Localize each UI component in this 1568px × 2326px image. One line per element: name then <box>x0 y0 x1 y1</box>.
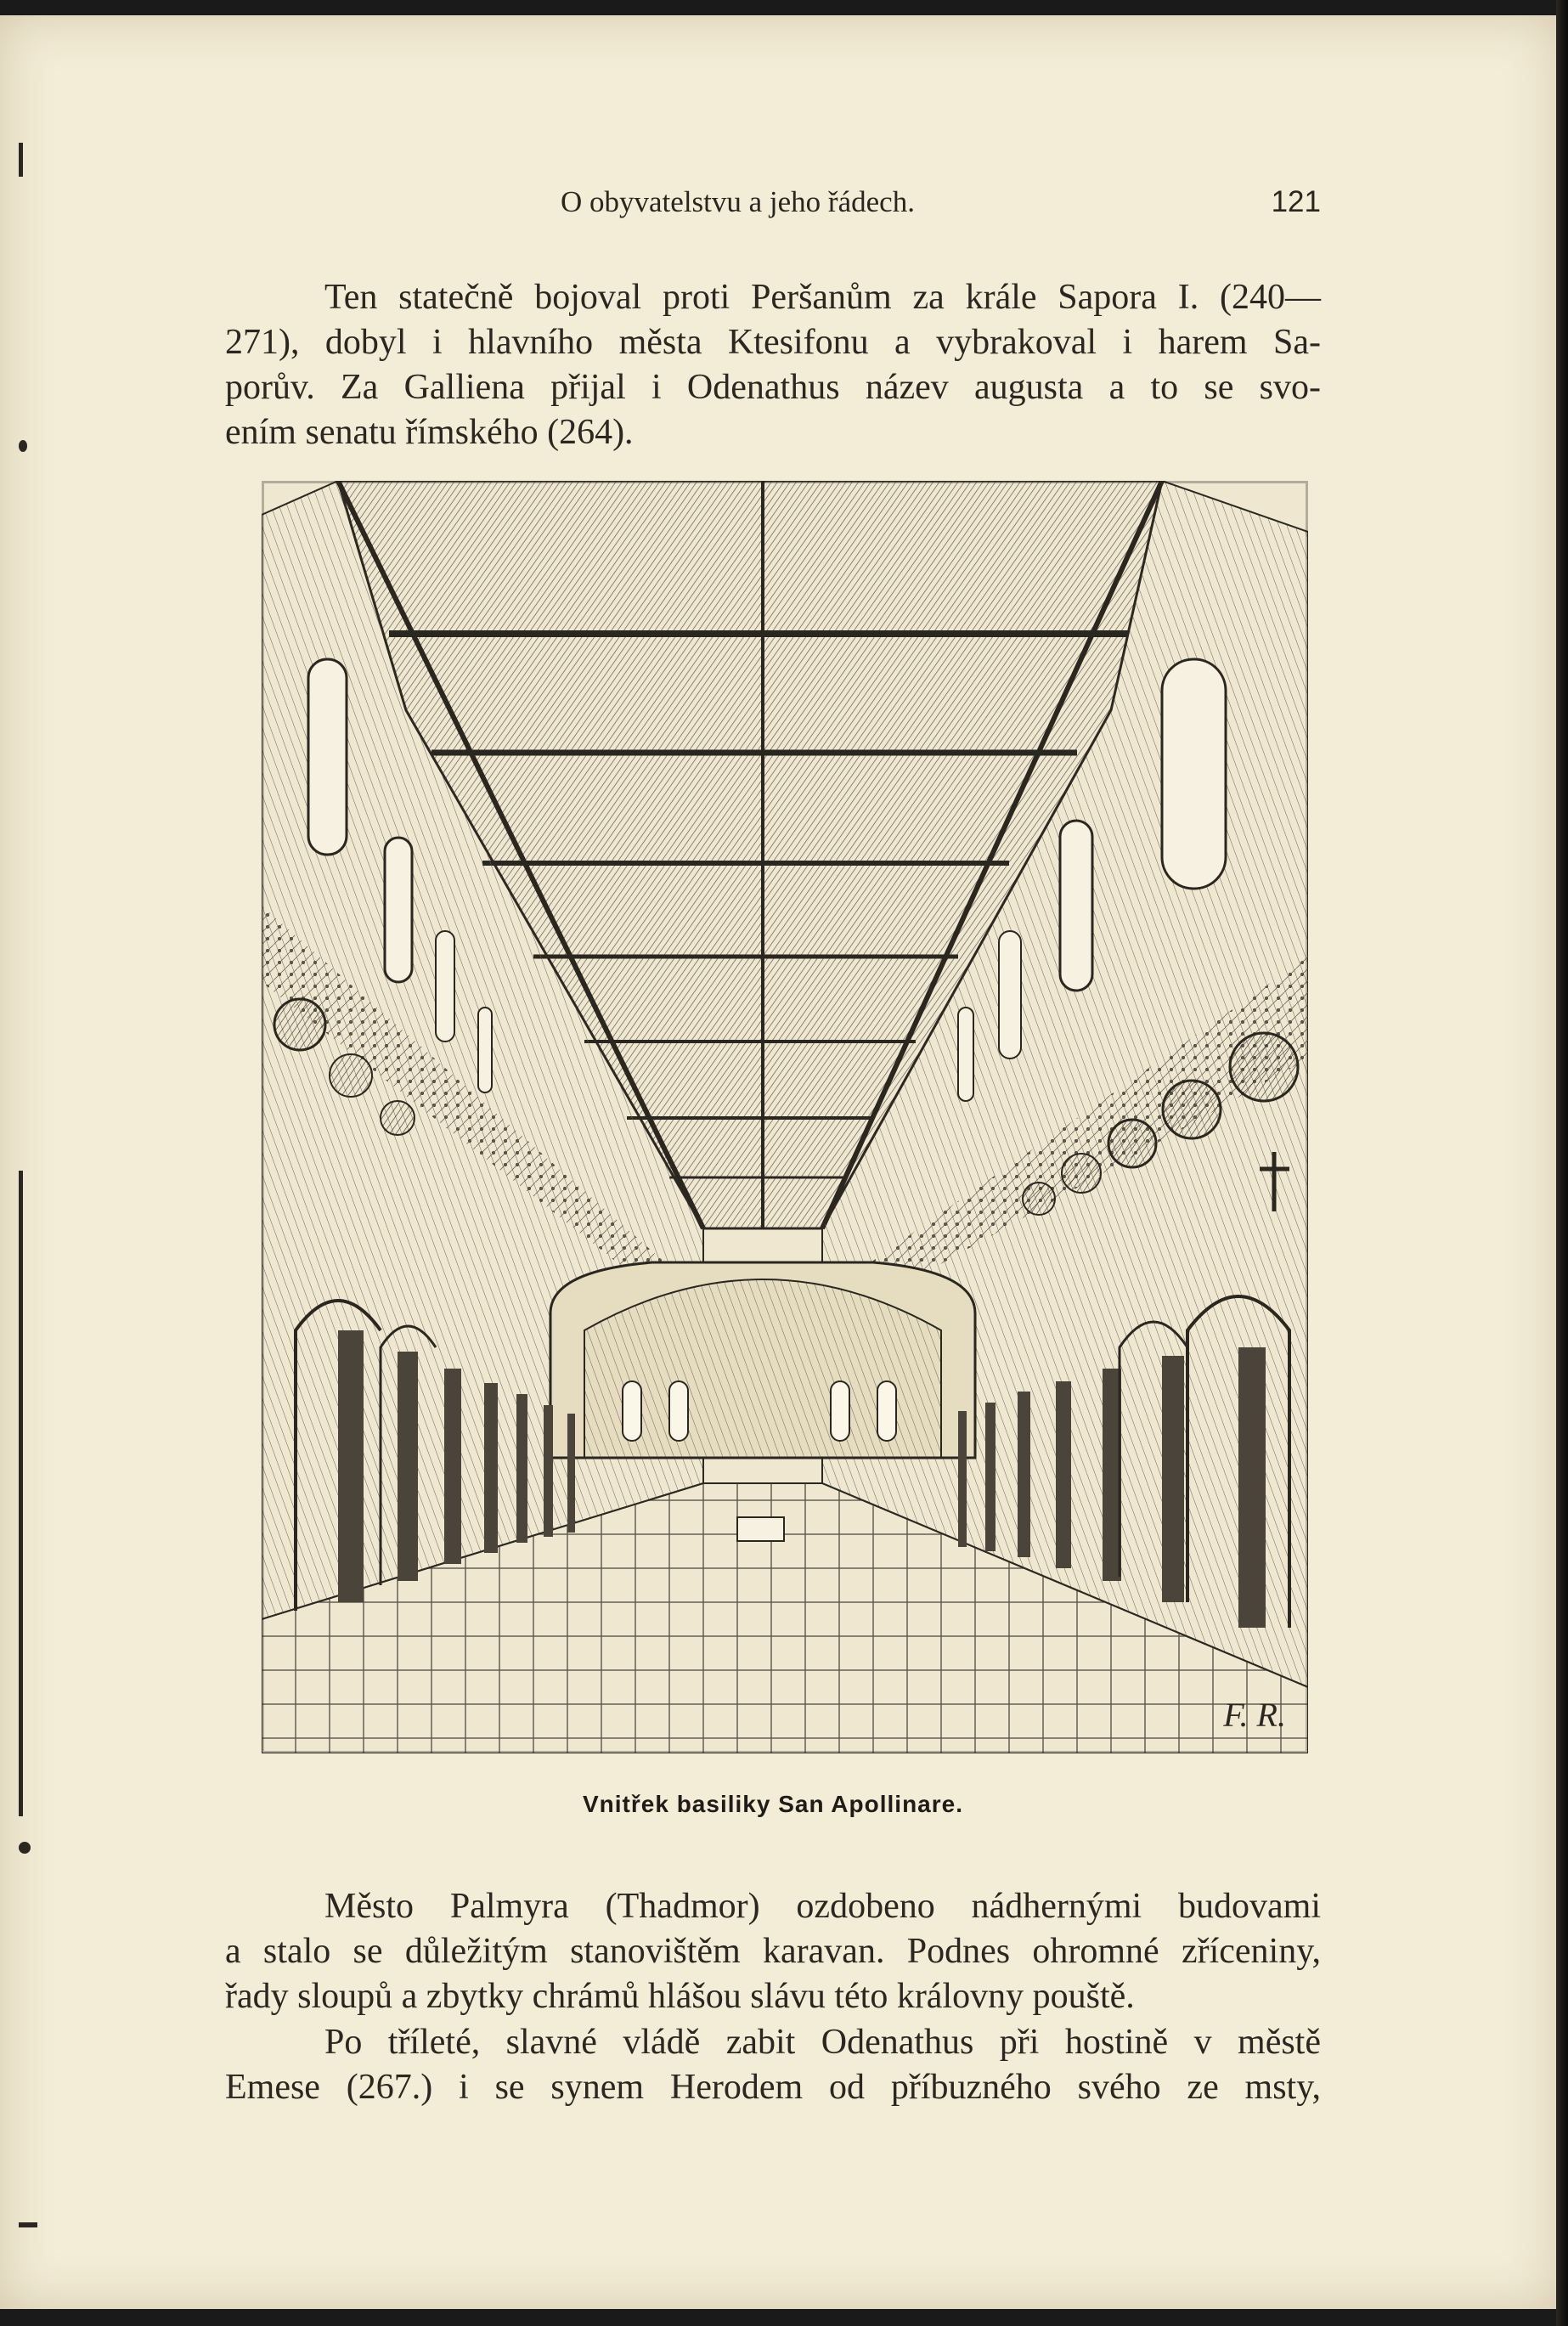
figure-caption: Vnitřek basiliky San Apollinare. <box>583 1791 963 1817</box>
text-line: a stalo se důležitým stanovištěm karavan. Podnes ohromné zříceniny, <box>225 1932 1321 1971</box>
binding-mark <box>19 440 27 452</box>
running-title: O obyvatelstvu a jeho řádech. <box>561 185 915 218</box>
text-line: 271), dobyl i hlavního města Ktesifonu a vybrakoval i harem Sa- <box>225 323 1321 362</box>
text-line: Ten statečně bojoval proti Peršanům za krále Sapora I. (240— <box>324 278 1321 317</box>
text-line: řady sloupů a zbytky chrámů hlášou slávu této královny pouště. <box>225 1977 1135 2016</box>
text-line: Po tříleté, slavné vládě zabit Odenathus při hostině v městě <box>324 2023 1321 2062</box>
binding-mark <box>19 1171 23 1816</box>
text-line: Město Palmyra (Thadmor) ozdobeno nádhernými budovami <box>324 1887 1321 1926</box>
text-line: porův. Za Galliena přijal i Odenathus název augusta a to se svo- <box>225 368 1321 407</box>
page-edge <box>1556 0 1568 2326</box>
binding-mark <box>19 143 23 177</box>
paragraph <box>225 275 1321 455</box>
paragraph <box>225 2020 1321 2110</box>
page-number: 121 <box>1271 185 1321 218</box>
binding-mark <box>19 1842 31 1854</box>
running-header <box>225 185 1321 228</box>
text-line: Emese (267.) i se synem Herodem od příbuzného svého ze msty, <box>225 2068 1321 2107</box>
book-page <box>0 15 1560 2309</box>
binding-mark <box>19 2222 37 2227</box>
basilica-engraving <box>262 481 1308 1753</box>
paragraph <box>225 1884 1321 2019</box>
text-line: ením senatu římského (264). <box>225 413 634 452</box>
engraver-signature: F. R. <box>1223 1696 1286 1734</box>
